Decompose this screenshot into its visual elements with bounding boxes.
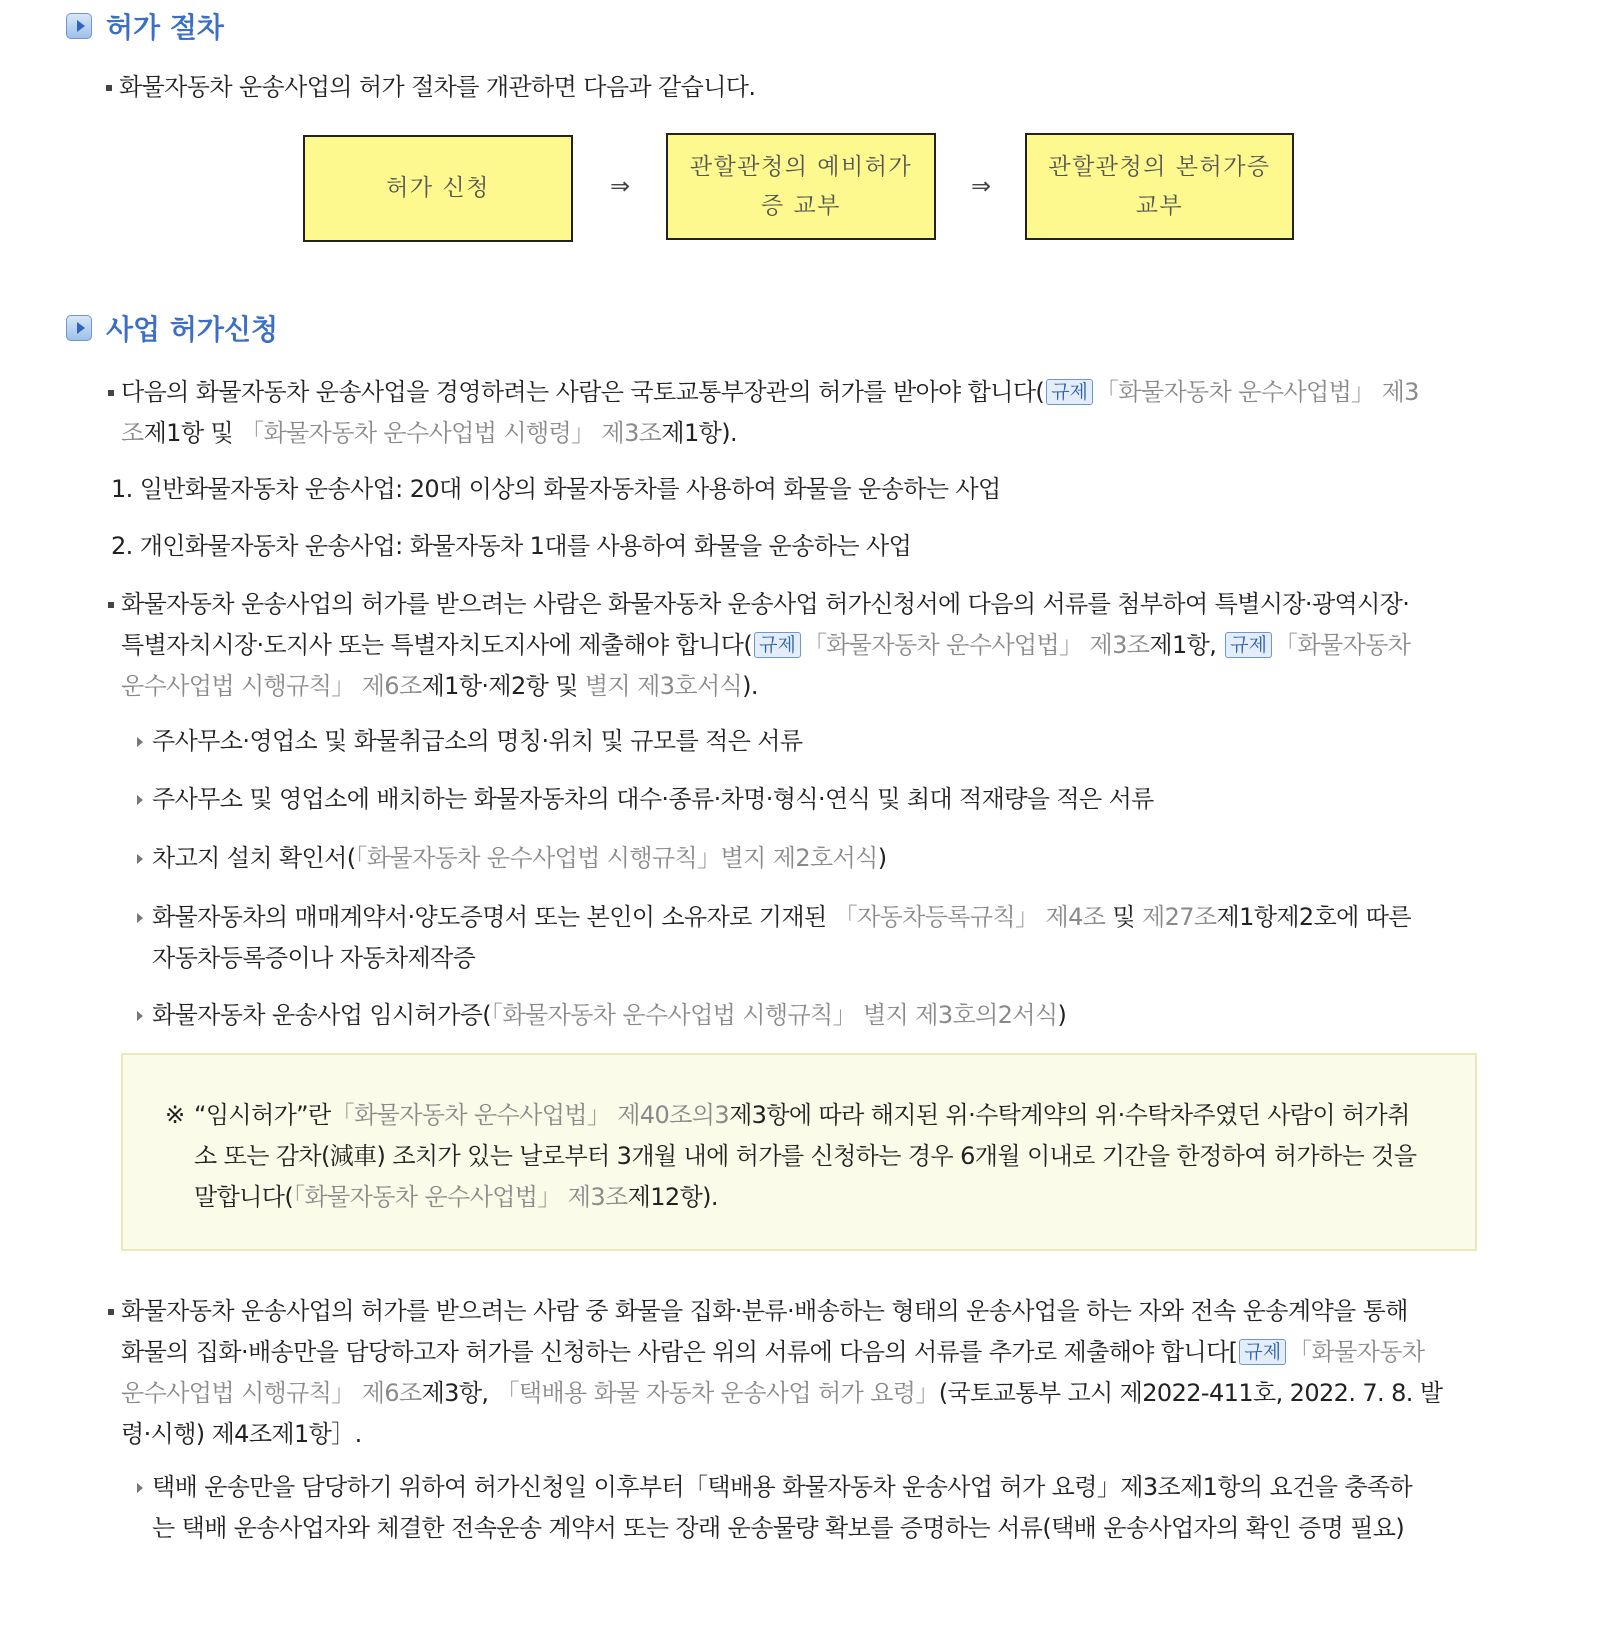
- section-title: 허가 절차: [106, 11, 224, 44]
- list-item: 차고지 설치 확인서(「화물자동차 운수사업법 시행규칙」별지 제2호서식): [152, 838, 887, 879]
- arrow-bullet-icon: [137, 1483, 143, 1493]
- square-bullet-icon: [108, 1309, 114, 1315]
- list-item: 주사무소·영업소 및 화물취급소의 명칭·위치 및 규모를 적은 서류: [152, 721, 802, 762]
- law-link[interactable]: 「화물자동차 운수사업법」 제3: [1094, 378, 1419, 406]
- arrow-bullet-icon: [137, 737, 143, 747]
- law-link[interactable]: 「화물자동차 운수사업법 시행령」 제3조: [240, 419, 662, 447]
- law-link[interactable]: 「자동차등록규칙」 제4조: [833, 903, 1106, 931]
- list-item: 화물자동차 운송사업 임시허가증(「화물자동차 운수사업법 시행규칙」 별지 제3호의2서식): [152, 995, 1066, 1036]
- play-bullet-icon: [66, 13, 92, 39]
- flow-step-apply: 허가 신청: [303, 135, 573, 242]
- form-link[interactable]: 「화물자동차 운수사업법 시행규칙」별지 제2호서식: [355, 844, 878, 872]
- flow-arrow-icon: ⇒: [971, 172, 992, 200]
- list-item: 화물자동차의 매매계약서·양도증명서 또는 본인이 소유자로 기재된 「자동차등록규칙」 제4조 및 제27조제1항제2호에 따른 자동차등록증이나 자동차제작증: [152, 897, 1467, 979]
- arrow-bullet-icon: [137, 913, 143, 923]
- law-link[interactable]: 「화물자동차 운수사업법」 제3조: [802, 631, 1150, 659]
- law-link[interactable]: 「화물자동차 운수사업법」 제3조: [293, 1183, 628, 1211]
- law-link[interactable]: 조: [121, 419, 144, 447]
- regulation-badge[interactable]: 규제: [754, 632, 801, 658]
- form-link[interactable]: 「화물자동차 운수사업법 시행규칙」 별지 제3호의2서식: [491, 1001, 1058, 1029]
- law-link[interactable]: 「택배용 화물 자동차 운송사업 허가 요령」: [495, 1379, 939, 1407]
- law-link[interactable]: 제27조: [1141, 903, 1217, 931]
- list-item: 1. 일반화물자동차 운송사업: 20대 이상의 화물자동차를 사용하여 화물을 운송하는 사업: [111, 475, 1001, 503]
- regulation-badge[interactable]: 규제: [1046, 379, 1093, 405]
- law-link[interactable]: 「화물자동차: [1288, 1338, 1425, 1366]
- law-link[interactable]: 「화물자동차: [1273, 631, 1411, 659]
- law-link[interactable]: 운수사업법 시행규칙」 제6조: [121, 672, 422, 700]
- regulation-badge[interactable]: 규제: [1239, 1339, 1286, 1365]
- note-mark: ※: [165, 1101, 185, 1129]
- paragraph-delivery-permit: 화물자동차 운송사업의 허가를 받으려는 사람 중 화물을 집화·분류·배송하는 형태의 운송사업을 하는 자와 전속 운송계약을 통해 화물의 집화·배송만을 담당하고자 허가를 신청하는 사람은 위의 서류에 다음의 서류를 추가로 제출해야 합니다[ 규제 「화물자동차 운수사업법 시행규칙」 제6조제3항, 「택배용 화물 자동차 운송사업 허가 요령」(국토교통부 고시 제2022-411호, 2022. 7. 8. 발 령·시행) 제4조제1항］.: [121, 1291, 1466, 1455]
- arrow-bullet-icon: [137, 854, 143, 864]
- flow-arrow-icon: ⇒: [610, 172, 631, 200]
- play-bullet-icon: [66, 315, 92, 341]
- note-text: “임시허가”란「화물자동차 운수사업법」 제40조의3제3항에 따라 해지된 위·수탁계약의 위·수탁차주였던 사람이 허가취 소 또는 감차(減車) 조치가 있는 날로부터 3개월 내에 허가를 신청하는 경우 6개월 이내로 기간을 한정하여 허가하는 것을 말합니다(「화물자동차 운수사업법」 제3조제12항).: [194, 1101, 1417, 1211]
- paragraph-permit-requirement: 다음의 화물자동차 운송사업을 경영하려는 사람은 국토교통부장관의 허가를 받아야 합니다( 규제 「화물자동차 운수사업법」 제3 조제1항 및 「화물자동차 운수사업법 시행령」 제3조제1항).: [121, 372, 1466, 454]
- square-bullet-icon: [106, 85, 112, 91]
- arrow-bullet-icon: [137, 1011, 143, 1021]
- paragraph-required-documents: 화물자동차 운송사업의 허가를 받으려는 사람은 화물자동차 운송사업 허가신청서에 다음의 서류를 첨부하여 특별시장·광역시장· 특별자치시장·도지사 또는 특별자치도지사에 제출해야 합니다( 규제 「화물자동차 운수사업법」 제3조제1항, 규제 「화물자동차 운수사업법 시행규칙」 제6조제1항·제2항 및 별지 제3호서식).: [121, 584, 1466, 707]
- square-bullet-icon: [108, 602, 114, 608]
- law-link[interactable]: 「화물자동차 운수사업법」 제40조의3: [330, 1101, 730, 1129]
- list-item: 택배 운송만을 담당하기 위하여 허가신청일 이후부터「택배용 화물자동차 운송사업 허가 요령」제3조제1항의 요건을 충족하 는 택배 운송사업자와 체결한 전속운송 계약서 또는 장래 운송물량 확보를 증명하는 서류(택배 운송사업자의 확인 증명 필요): [152, 1467, 1467, 1549]
- square-bullet-icon: [108, 390, 114, 396]
- form-link[interactable]: 별지 제3호서식: [584, 672, 743, 700]
- list-item: 2. 개인화물자동차 운송사업: 화물자동차 1대를 사용하여 화물을 운송하는 사업: [111, 532, 912, 560]
- arrow-bullet-icon: [137, 795, 143, 805]
- list-item: 주사무소 및 영업소에 배치하는 화물자동차의 대수·종류·차명·형식·연식 및 최대 적재량을 적은 서류: [152, 779, 1154, 820]
- section-header-business-permit: [66, 308, 278, 348]
- flow-step-preliminary-permit: 관할관청의 예비허가 증 교부: [666, 133, 936, 240]
- law-link[interactable]: 운수사업법 시행규칙」 제6조: [121, 1379, 422, 1407]
- regulation-badge[interactable]: 규제: [1225, 632, 1272, 658]
- section-title: 사업 허가신청: [106, 313, 279, 346]
- flow-step-main-permit: 관할관청의 본허가증 교부: [1025, 133, 1294, 240]
- section-header-permit-procedure: [66, 6, 224, 46]
- intro-text: 화물자동차 운송사업의 허가 절차를 개관하면 다음과 같습니다.: [119, 67, 755, 108]
